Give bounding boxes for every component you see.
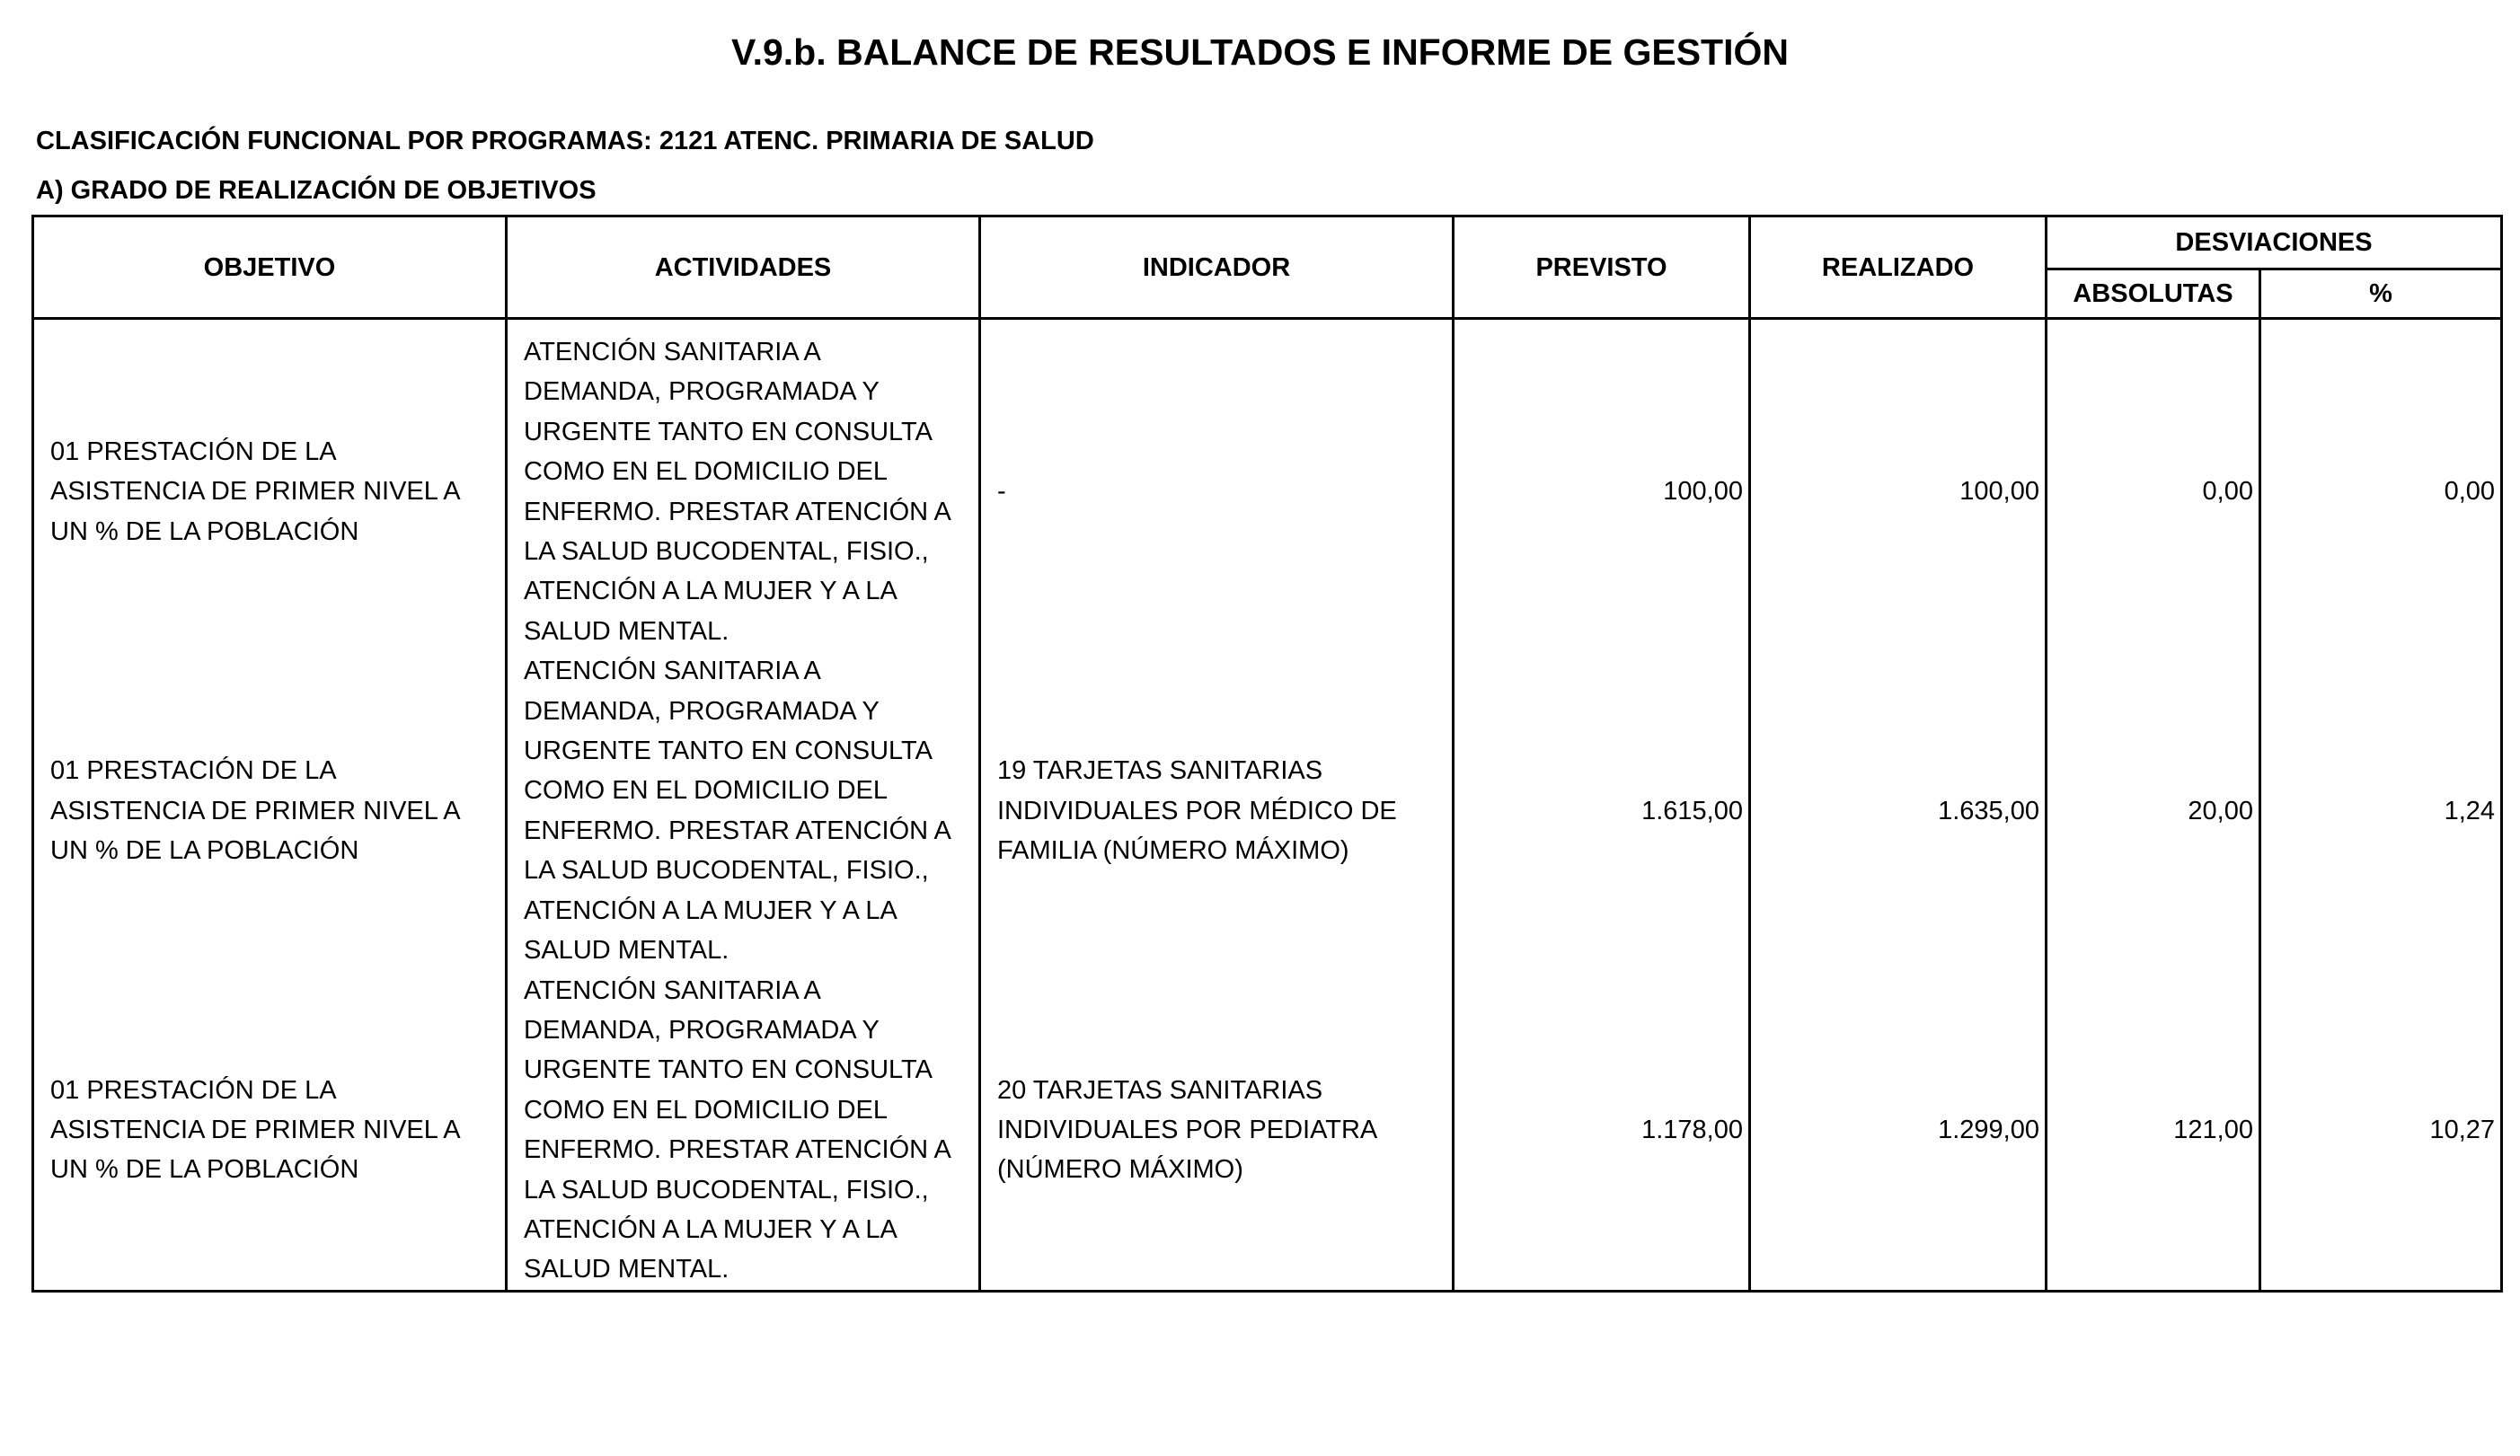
cell-previsto: 1.178,00 [1454, 971, 1750, 1292]
objectives-table [31, 215, 2503, 1293]
cell-porcentaje: 0,00 [2260, 319, 2502, 652]
cell-objetivo: 01 PRESTACIÓN DE LA ASISTENCIA DE PRIMER NIVEL A UN % DE LA POBLACIÓN [33, 319, 507, 652]
header-objetivo: OBJETIVO [33, 216, 507, 319]
cell-realizado: 1.635,00 [1750, 651, 2047, 970]
cell-previsto: 100,00 [1454, 319, 1750, 652]
header-absolutas: ABSOLUTAS [2047, 269, 2260, 318]
cell-indicador: 20 TARJETAS SANITARIAS INDIVIDUALES POR PEDIATRA (NÚMERO MÁXIMO) [980, 971, 1454, 1292]
page-title: V.9.b. BALANCE DE RESULTADOS E INFORME DE GESTIÓN [731, 31, 1789, 73]
classification-heading: CLASIFICACIÓN FUNCIONAL POR PROGRAMAS: 2121 ATENC. PRIMARIA DE SALUD [36, 127, 1094, 155]
table-header [33, 216, 2502, 319]
cell-indicador: - [980, 319, 1454, 652]
cell-objetivo: 01 PRESTACIÓN DE LA ASISTENCIA DE PRIMER NIVEL A UN % DE LA POBLACIÓN [33, 971, 507, 1292]
table-row [33, 651, 2502, 970]
cell-realizado: 100,00 [1750, 319, 2047, 652]
header-desviaciones: DESVIACIONES [2047, 216, 2502, 269]
header-realizado: REALIZADO [1750, 216, 2047, 319]
header-previsto: PREVISTO [1454, 216, 1750, 319]
cell-porcentaje: 10,27 [2260, 971, 2502, 1292]
table-row [33, 971, 2502, 1292]
cell-previsto: 1.615,00 [1454, 651, 1750, 970]
table-row [33, 319, 2502, 652]
cell-realizado: 1.299,00 [1750, 971, 2047, 1292]
header-indicador: INDICADOR [980, 216, 1454, 319]
cell-absolutas: 20,00 [2047, 651, 2260, 970]
cell-porcentaje: 1,24 [2260, 651, 2502, 970]
cell-actividades: ATENCIÓN SANITARIA A DEMANDA, PROGRAMADA Y URGENTE TANTO EN CONSULTA COMO EN EL DOMICILIO DEL ENFERMO. PRESTAR ATENCIÓN A LA SALUD BUCODENTAL, FISIO., ATENCIÓN A LA MUJER Y A LA SALUD MENTAL. [507, 651, 980, 970]
cell-absolutas: 0,00 [2047, 319, 2260, 652]
table-body [33, 319, 2502, 1292]
cell-absolutas: 121,00 [2047, 971, 2260, 1292]
header-porcentaje: % [2260, 269, 2502, 318]
section-heading: A) GRADO DE REALIZACIÓN DE OBJETIVOS [36, 176, 597, 205]
cell-indicador: 19 TARJETAS SANITARIAS INDIVIDUALES POR MÉDICO DE FAMILIA (NÚMERO MÁXIMO) [980, 651, 1454, 970]
cell-actividades: ATENCIÓN SANITARIA A DEMANDA, PROGRAMADA Y URGENTE TANTO EN CONSULTA COMO EN EL DOMICILIO DEL ENFERMO. PRESTAR ATENCIÓN A LA SALUD BUCODENTAL, FISIO., ATENCIÓN A LA MUJER Y A LA SALUD MENTAL. [507, 971, 980, 1292]
cell-objetivo: 01 PRESTACIÓN DE LA ASISTENCIA DE PRIMER NIVEL A UN % DE LA POBLACIÓN [33, 651, 507, 970]
header-actividades: ACTIVIDADES [507, 216, 980, 319]
cell-actividades: ATENCIÓN SANITARIA A DEMANDA, PROGRAMADA Y URGENTE TANTO EN CONSULTA COMO EN EL DOMICILIO DEL ENFERMO. PRESTAR ATENCIÓN A LA SALUD BUCODENTAL, FISIO., ATENCIÓN A LA MUJER Y A LA SALUD MENTAL. [507, 319, 980, 652]
